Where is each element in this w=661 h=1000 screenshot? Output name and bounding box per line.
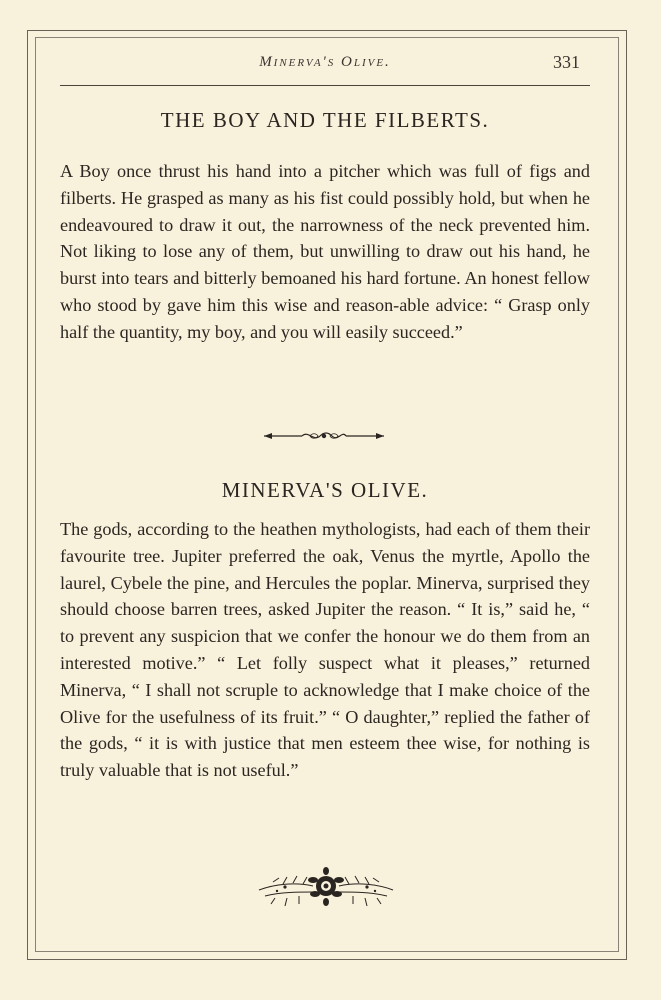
running-head: Minerva's Olive.: [259, 54, 391, 70]
page-number: 331: [553, 52, 580, 72]
story-body-boy-filberts: [60, 158, 590, 346]
story-text: A Boy once thrust his hand into a pitcher which was full of figs and filberts. He grasped as many as his fist could possibly hold, but when he endeavoured to draw it out, the narrowness of the neck prevented him. Not liking to lose any of them, but unwilling to draw out his hand, he burst into tears and bitterly bemoaned his hard fortune. An honest fellow who stood by gave him this wise and reason-able advice: “ Grasp only half the quantity, my boy, and you will easily succeed.”: [60, 161, 590, 342]
header-rule: [60, 85, 590, 86]
page-header: [60, 50, 590, 80]
story-body-minervas-olive: [60, 516, 590, 784]
section-divider-ornament: [262, 428, 386, 444]
story-title-minervas-olive: MINERVA'S OLIVE.: [221, 478, 429, 502]
story-title-boy-filberts: THE BOY AND THE FILBERTS.: [160, 108, 490, 132]
floral-tailpiece-ornament: [255, 862, 397, 910]
story-text: The gods, according to the heathen mythologists, had each of them their favourite tree. Jupiter preferred the oak, Venus the myrtle, Apollo the laurel, Cybele the pine, and Hercules the poplar. Minerva, surprised they should choose barren trees, asked Jupiter the reason. “ It is,” said he, “ to prevent any suspicion that we confer the honour we do them from an interested motive.” “ Let folly suspect what it pleases,” returned Minerva, “ I shall not scruple to acknowledge that I make choice of the Olive for the usefulness of its fruit.” “ O daughter,” replied the father of the gods, “ it is with justice that men esteem thee wise, for nothing is truly valuable that is not useful.”: [60, 519, 590, 781]
